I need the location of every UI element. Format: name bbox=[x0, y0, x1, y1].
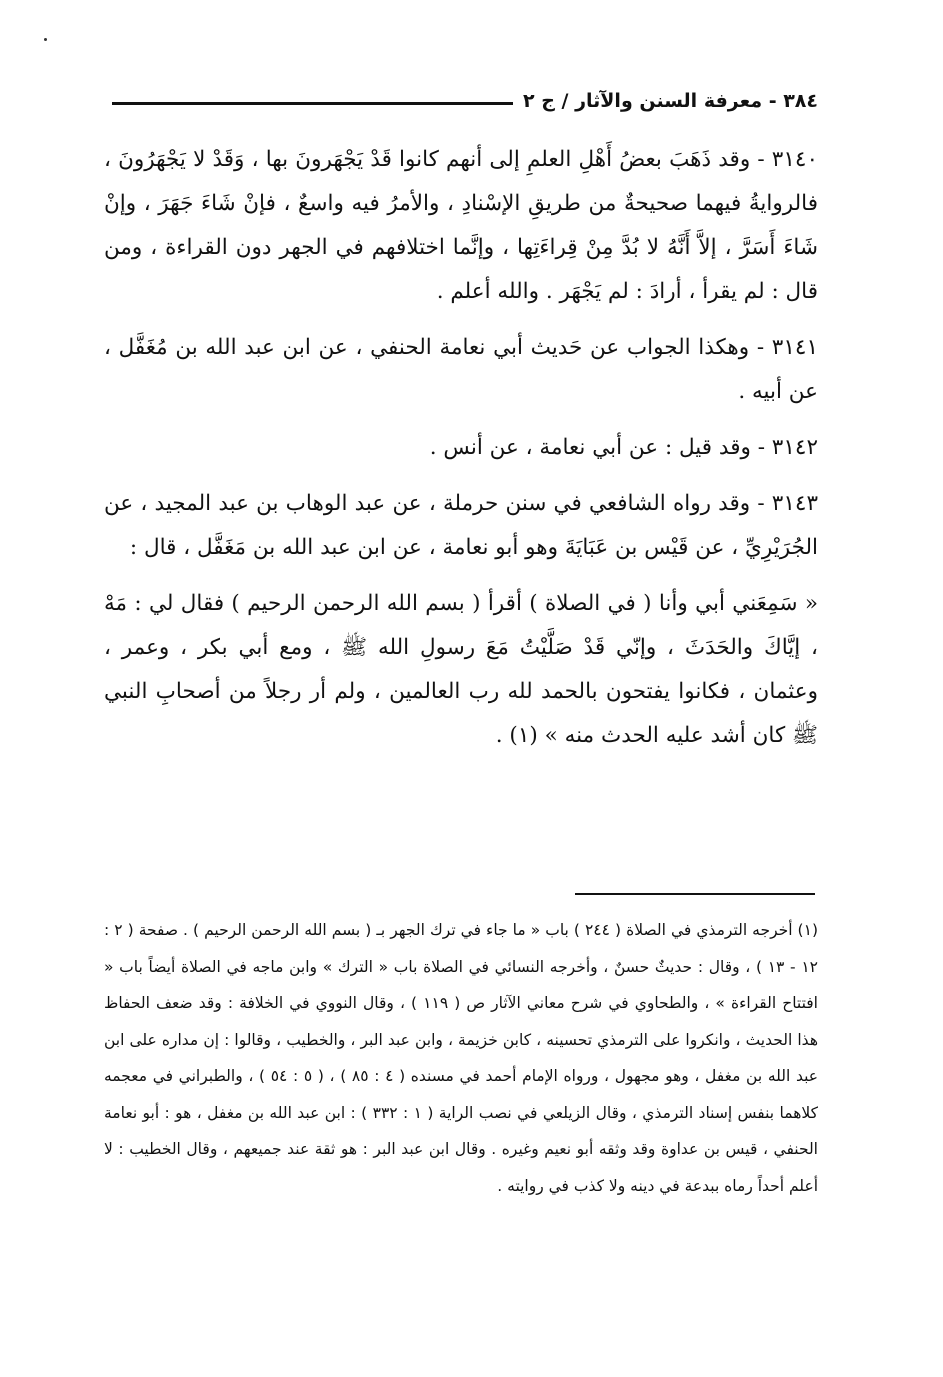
paragraph-quote: « سَمِعَني أبي وأنا ( في الصلاة ) أقرأ ( بسم الله الرحمن الرحيم ) فقال لي : مَهْ ، إيَّاكَ والحَدَثَ ، وإنّي قَدْ صَلَّيْتُ مَعَ رسولِ الله ﷺ ، ومع أبي بكر ، وعمر ، وعثمان ، فكانوا يفتحون بالحمد لله رب العالمين ، ولم أر رجلاً من أصحابِ النبي ﷺ كان أشد عليه الحدث منه » (١) . bbox=[104, 591, 818, 748]
paragraph-3141: ٣١٤١ - وهكذا الجواب عن حَديث أبي نعامة الحنفي ، عن ابن عبد الله بن مُغَفَّل ، عن أبيه . bbox=[104, 335, 818, 404]
scan-speck bbox=[44, 38, 47, 41]
footnote-1: (١) أخرجه الترمذي في الصلاة ( ٢٤٤ ) باب « ما جاء في ترك الجهر بـ ( بسم الله الرحمن الرحيم ) . صفحة ( ٢ : ١٢ - ١٣ ) ، وقال : حديثٌ حسنٌ ، وأخرجه النسائي في الصلاة باب « الترك » وابن ماجه في الصلاة أيضاً باب « افتتاح القراءة » ، والطحاوي في شرح معاني الآثار ص ( ١١٩ ) ، وقال النووي في الخلافة : وقد ضعف الحفاظ هذا الحديث ، وانكروا على الترمذي تحسينه ، كابن خزيمة ، وابن عبد البر ، والخطيب ، وقالوا : إن مداره على ابن عبد الله بن مغفل ، وهو مجهول ، ورواه الإمام أحمد في مسنده ( ٤ : ٨٥ ) ، ( ٥ : ٥٤ ) ، والطبراني في معجمه كلاهما بنفس إسناد الترمذي ، وقال الزيلعي في نصب الراية ( ١ : ٣٣٢ ) : ابن عبد الله بن مغفل ، هو : أبو نعامة الحنفي ، قيس بن عداوة وقد وثقه أبو نعيم وغيره . وقال ابن عبد البر : هو ثقة عند جميعهم ، وقال الخطيب : لا أعلم أحداً رماه ببدعة في دينه ولا كذب في روايته . bbox=[104, 921, 819, 1195]
footnote-rule bbox=[575, 893, 815, 895]
paragraph-3143: ٣١٤٣ - وقد رواه الشافعي في سنن حرملة ، عن عبد الوهاب بن عبد المجيد ، عن الجُرَيْرِيِّ ، عن قَيْس بن عَبَايَةَ وهو أبو نعامة ، عن ابن عبد الله بن مَغَفَّل ، قال : bbox=[104, 491, 818, 560]
main-text bbox=[104, 138, 818, 770]
paragraph-3142: ٣١٤٢ - وقد قيل : عن أبي نعامة ، عن أنس . bbox=[429, 435, 818, 460]
header-title: ٣٨٤ - معرفة السنن والآثار / ج ٢ bbox=[522, 90, 818, 112]
running-header bbox=[112, 86, 818, 116]
paragraph-3140: ٣١٤٠ - وقد ذَهَبَ بعضُ أَهْلِ العلمِ إلى أنهم كانوا قَدْ يَجْهَرونَ بها ، وَقَدْ لا يَجْهَرُونَ ، فالروايةُ فيهما صحيحةٌ من طريقِ الإسْنادِ ، والأمرُ فيه واسعٌ ، فإنْ شَاءَ جَهَرَ ، وإنْ شَاءَ أَسَرَّ ، إلاَّ أَنَّهُ لا بُدَّ مِنْ قِراءَتِها ، وإنَّما اختلافهم في الجهر دون القراءة ، ومن قال : لم يقرأ ، أرادَ : لم يَجْهَر . والله أعلم . bbox=[104, 147, 818, 304]
footnotes bbox=[104, 912, 818, 1204]
header-rule bbox=[112, 102, 513, 105]
